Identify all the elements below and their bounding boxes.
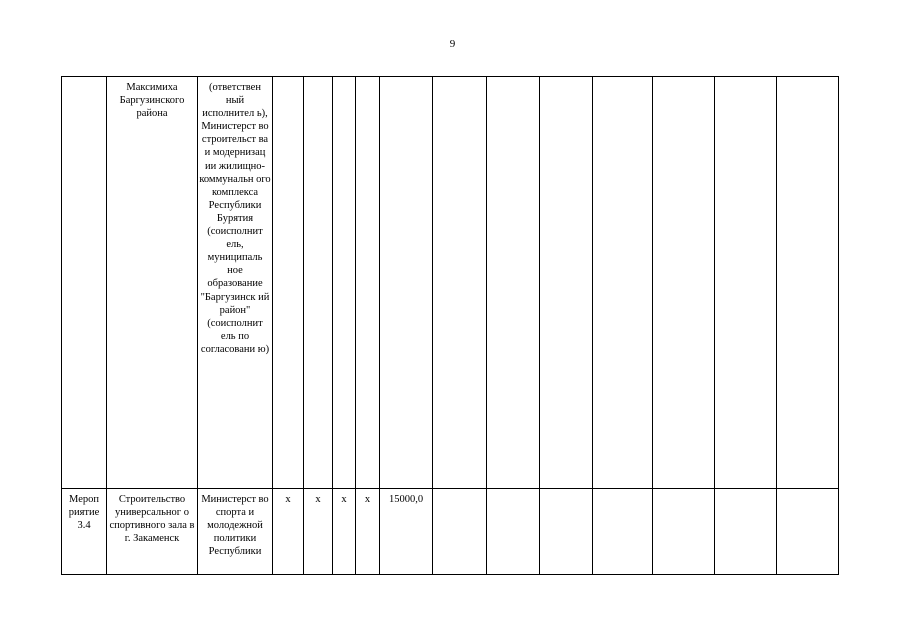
- cell-activity-name: Строительство универсальног о спортивного зала в г. Закаменск: [107, 489, 198, 575]
- cell-activity-name: Максимиха Баргузинского района: [107, 77, 198, 489]
- cell-col13: [653, 489, 715, 575]
- cell-col6: [333, 77, 356, 489]
- cell-col10: [487, 77, 540, 489]
- cell-col9: [433, 77, 487, 489]
- table-row: [62, 77, 839, 489]
- table-row: [62, 489, 839, 575]
- cell-col7: [356, 77, 380, 489]
- cell-col10: [487, 489, 540, 575]
- cell-amount: 15000,0: [380, 489, 433, 575]
- cell-col9: [433, 489, 487, 575]
- page-number: 9: [449, 38, 456, 50]
- cell-amount: [380, 77, 433, 489]
- cell-col7: x: [356, 489, 380, 575]
- program-activities-table: [61, 76, 839, 575]
- cell-responsible: Министерст во спорта и молодежной политики Республики: [198, 489, 273, 575]
- cell-col5: [304, 77, 333, 489]
- cell-col14: [715, 489, 777, 575]
- cell-col11: [540, 77, 593, 489]
- cell-col6: x: [333, 489, 356, 575]
- cell-col14: [715, 77, 777, 489]
- cell-col15: [777, 489, 839, 575]
- cell-col12: [593, 489, 653, 575]
- cell-col15: [777, 77, 839, 489]
- cell-col11: [540, 489, 593, 575]
- cell-responsible: (ответствен ный исполнител ь), Министерст во строительст ва и модернизац ии жилищно-коммунальн ого комплекса Республики Бурятия (соисполнит ель, муниципаль ное образование "Баргузинск ий район" (соисполнит ель по согласовани ю): [198, 77, 273, 489]
- cell-activity-code: [62, 77, 107, 489]
- cell-col4: x: [273, 489, 304, 575]
- cell-col4: [273, 77, 304, 489]
- cell-activity-code: Мероп риятие 3.4: [62, 489, 107, 575]
- cell-col13: [653, 77, 715, 489]
- cell-col12: [593, 77, 653, 489]
- cell-col5: x: [304, 489, 333, 575]
